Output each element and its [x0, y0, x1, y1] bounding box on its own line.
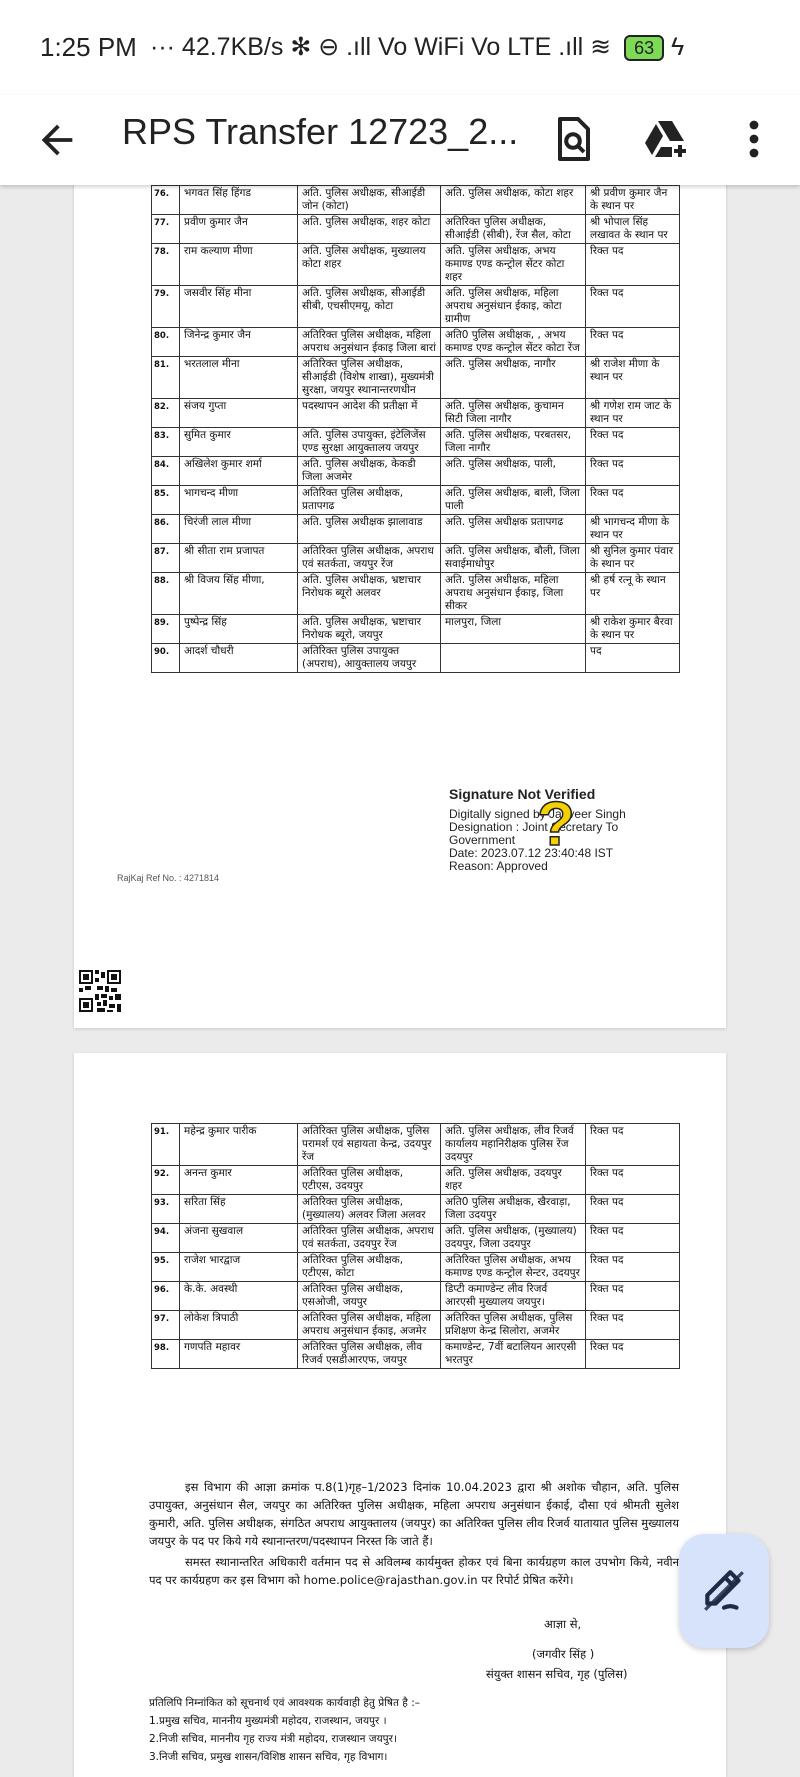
table-row	[152, 486, 680, 515]
cell-to: अति. पुलिस अधीक्षक प्रतापगढ	[441, 515, 586, 544]
copy-item: 3.निजी सचिव, प्रमुख शासन/विशिष्ठ शासन सचिव, गृह विभाग।	[149, 1751, 388, 1763]
cell-name: चिरंजी लाल मीणा	[180, 515, 298, 544]
cell-from: अति. पुलिस अधीक्षक, सीआईडी जोन (कोटा)	[298, 186, 441, 215]
cell-sn: 87.	[152, 544, 180, 573]
cell-sn: 81.	[152, 357, 180, 399]
cell-from: अतिरिक्त पुलिस अधीक्षक, (मुख्यालय) अलवर जिला अलवर	[298, 1195, 441, 1224]
cell-sn: 96.	[152, 1282, 180, 1311]
paragraph-instructions: समस्त स्थानान्तरित अधिकारी वर्तमान पद से अविलम्ब कार्यमुक्त होकर एवं बिना कार्यग्रहण काल उपभोग किये, नवीन पद पर कार्यग्रहण कर इस विभाग को home.police@rajasthan.gov.in पर रिपोर्ट प्रेषित करेंगे।	[149, 1555, 679, 1587]
copy-item: 1.प्रमुख सचिव, माननीय मुख्यमंत्री महोदय, राजस्थान, जयपुर ।	[149, 1715, 387, 1727]
cell-remark: रिक्त पद	[586, 457, 680, 486]
more-vert-icon[interactable]	[730, 115, 778, 163]
cell-remark: रिक्त पद	[586, 286, 680, 328]
cell-name: अंजना सुखवाल	[180, 1224, 298, 1253]
cell-remark: रिक्त पद	[586, 1253, 680, 1282]
paragraph-cancellation: इस विभाग की आज्ञा क्रमांक प.8(1)गृह–1/2023 दिनांक 10.04.2023 द्वारा श्री अशोक चौहान, अति. पुलिस उपायुक्त, अनुसंधान सैल, जयपुर का अतिरिक्त पुलिस अधीक्षक, महिला अपराध अनुसंधान ईकाई, दौसा एवं श्रीमती सुलेश कुमारी, अति. पुलिस अधीक्षक, संगठित अपराध आयुक्तालय (जयपुर) का अतिरिक्त पुलिस लीव रिजर्व यातायात पुलिस मुख्यालय जयपुर के पद पर किये गये स्थानान्तरण/पदस्थापन निरस्त कि जाते हैं।	[149, 1480, 679, 1548]
cell-remark: श्री प्रवीण कुमार जैन के स्थान पर	[586, 186, 680, 215]
cell-from: अतिरिक्त पुलिस अधीक्षक, एटीएस, कोटा	[298, 1253, 441, 1282]
cell-name: लोकेश त्रिपाठी	[180, 1311, 298, 1340]
status-indicators	[150, 32, 684, 62]
cell-sn: 78.	[152, 244, 180, 286]
document-title: RPS Transfer 12723_2...	[122, 111, 519, 152]
cell-sn: 76.	[152, 186, 180, 215]
cell-to: अति. पुलिस अधीक्षक, महिला अपराध अनुसंधान ईकाइ, कोटा ग्रामीण	[441, 286, 586, 328]
cell-from: अति. पुलिस अधीक्षक झालावाड	[298, 515, 441, 544]
cell-from: अति. पुलिस अधीक्षक, केकडी जिला अजमेर	[298, 457, 441, 486]
document-page-1[interactable]	[74, 140, 726, 1028]
cell-sn: 86.	[152, 515, 180, 544]
cell-name: भगवत सिंह हिंगड	[180, 186, 298, 215]
drive-add-icon[interactable]	[642, 115, 690, 163]
cell-remark: रिक्त पद	[586, 428, 680, 457]
app-bar	[0, 95, 800, 185]
cell-from: अतिरिक्त पुलिस अधीक्षक, अपराध एवं सतर्कता, जयपुर रेंज	[298, 544, 441, 573]
copy-heading: प्रतिलिपि निम्नांकित को सूचनार्थ एवं आवश्यक कार्यवाही हेतु प्रेषित है :–	[149, 1697, 421, 1709]
table-row	[152, 1195, 680, 1224]
table-row	[152, 1282, 680, 1311]
transfer-table-page2	[151, 1123, 680, 1369]
cell-remark: श्री सुनिल कुमार पंवार के स्थान पर	[586, 544, 680, 573]
cell-remark: रिक्त पद	[586, 1166, 680, 1195]
cell-remark: पद	[586, 644, 680, 673]
qr-code-icon	[79, 970, 121, 1012]
cell-to: अति. पुलिस अधीक्षक, (मुख्यालय) उदयपुर, जिला उदयपुर	[441, 1224, 586, 1253]
table-row	[152, 1311, 680, 1340]
cell-name: जिनेन्द्र कुमार जैन	[180, 328, 298, 357]
cell-to: अतिरिक्त पुलिस अधीक्षक, पुलिस प्रशिक्षण केन्द्र सिलोरा, अजमेर	[441, 1311, 586, 1340]
ref-number: RajKaj Ref No. : 4271814	[117, 873, 220, 883]
cell-name: श्री विजय सिंह मीणा,	[180, 573, 298, 615]
signature-mark: ?	[537, 790, 575, 859]
cell-sn: 90.	[152, 644, 180, 673]
cell-to	[441, 644, 586, 673]
cell-sn: 85.	[152, 486, 180, 515]
table-row	[152, 573, 680, 615]
cell-to: अति. पुलिस अधीक्षक, लीव रिजर्व कार्यालय महानिरीक्षक पुलिस रेंज उदयपुर	[441, 1124, 586, 1166]
signer-name: (जगवीर सिंह )	[532, 1647, 595, 1661]
cell-to: अति. पुलिस अधीक्षक, बाली, जिला पाली	[441, 486, 586, 515]
cell-from: अति. पुलिस अधीक्षक, सीआईडी सीबी, एचसीएमयू, कोटा	[298, 286, 441, 328]
cell-name: भरतलाल मीना	[180, 357, 298, 399]
cell-from: अतिरिक्त पुलिस अधीक्षक, सीआईडी (विशेष शाखा), मुख्यमंत्री सुरक्षा, जयपुर स्थानान्तरणधीन	[298, 357, 441, 399]
cell-remark: श्री भागचन्द मीणा के स्थान पर	[586, 515, 680, 544]
cell-sn: 89.	[152, 615, 180, 644]
cell-from: अतिरिक्त पुलिस अधीक्षक, पुलिस परामर्श एवं सहायता केन्द्र, उदयपुर रेंज	[298, 1124, 441, 1166]
cell-from: अतिरिक्त पुलिस अधीक्षक, प्रतापगढ	[298, 486, 441, 515]
cell-to: अति. पुलिस अधीक्षक, पाली,	[441, 457, 586, 486]
cell-remark: श्री भोपाल सिंह लखावत के स्थान पर	[586, 215, 680, 244]
cell-sn: 98.	[152, 1340, 180, 1369]
cell-name: के.के. अवस्थी	[180, 1282, 298, 1311]
signature-line: Date: 2023.07.12 23:40:48 IST	[449, 846, 614, 860]
cell-sn: 83.	[152, 428, 180, 457]
cell-remark: श्री हर्ष रत्नू के स्थान पर	[586, 573, 680, 615]
table-row	[152, 399, 680, 428]
cell-to: अति0 पुलिस अधीक्षक, खैरवाड़ा, जिला उदयपुर	[441, 1195, 586, 1224]
cell-sn: 93.	[152, 1195, 180, 1224]
cell-remark: रिक्त पद	[586, 486, 680, 515]
cell-sn: 77.	[152, 215, 180, 244]
cell-from: अति. पुलिस अधीक्षक, भ्रष्टाचार निरोधक ब्यूरो, जयपुर	[298, 615, 441, 644]
cell-remark: रिक्त पद	[586, 1340, 680, 1369]
table-row	[152, 428, 680, 457]
cell-sn: 92.	[152, 1166, 180, 1195]
order-by: आज्ञा से,	[544, 1617, 582, 1631]
cell-remark: श्री गणेश राम जाट के स्थान पर	[586, 399, 680, 428]
table-row	[152, 457, 680, 486]
cell-sn: 94.	[152, 1224, 180, 1253]
table-row	[152, 357, 680, 399]
cell-name: राम कल्याण मीणा	[180, 244, 298, 286]
table-row	[152, 186, 680, 215]
cell-name: सरिता सिंह	[180, 1195, 298, 1224]
cell-sn: 91.	[152, 1124, 180, 1166]
table-row	[152, 1253, 680, 1282]
status-indicator-text: ··· 42.7KB/s ✻ ⊖ .ıll Vo WiFi Vo LTE .ıll ≋	[150, 33, 612, 61]
signature-heading: Signature Not Verified	[449, 786, 596, 802]
cell-to: अति. पुलिस अधीक्षक, नागौर	[441, 357, 586, 399]
table-row	[152, 286, 680, 328]
cell-remark: रिक्त पद	[586, 244, 680, 286]
table-row	[152, 1224, 680, 1253]
cell-name: श्री सीता राम प्रजापत	[180, 544, 298, 573]
table-row	[152, 515, 680, 544]
table-row	[152, 615, 680, 644]
cell-from: अति. पुलिस अधीक्षक, मुख्यालय कोटा शहर	[298, 244, 441, 286]
table-row	[152, 644, 680, 673]
cell-to: अति. पुलिस अधीक्षक, महिला अपराध अनुसंधान ईकाइ, जिला सीकर	[441, 573, 586, 615]
cell-sn: 88.	[152, 573, 180, 615]
transfer-table-page1	[151, 185, 680, 673]
cell-from: अतिरिक्त पुलिस अधीक्षक, महिला अपराध अनुसंधान ईकाइ जिला बारां	[298, 328, 441, 357]
cell-name: अनन्त कुमार	[180, 1166, 298, 1195]
cell-to: अति0 पुलिस अधीक्षक, , अभय कमाण्ड एण्ड कन्ट्रोल सेंटर कोटा रेंज	[441, 328, 586, 357]
signature-line: Digitally signed by Jagveer Singh	[449, 807, 626, 821]
signature-line: Reason: Approved	[449, 859, 548, 873]
arrow-left-icon[interactable]	[34, 117, 80, 163]
cell-to: अति. पुलिस अधीक्षक, अभय कमाण्ड एण्ड कन्ट्रोल सेंटर कोटा शहर	[441, 244, 586, 286]
cell-remark: श्री राकेश कुमार बैरवा के स्थान पर	[586, 615, 680, 644]
table-row	[152, 244, 680, 286]
cell-from: अतिरिक्त पुलिस अधीक्षक, एटीएस, उदयपुर	[298, 1166, 441, 1195]
cell-remark: श्री राजेश मीणा के स्थान पर	[586, 357, 680, 399]
cell-to: अति. पुलिस अधीक्षक, परबतसर, जिला नागौर	[441, 428, 586, 457]
table-row	[152, 544, 680, 573]
cell-from: पदस्थापन आदेश की प्रतीक्षा में	[298, 399, 441, 428]
cell-remark: रिक्त पद	[586, 1224, 680, 1253]
cell-to: कमाण्डेन्ट, 7वीं बटालियन आरएसी भरतपुर	[441, 1340, 586, 1369]
cell-from: अतिरिक्त पुलिस अधीक्षक, लीव रिजर्व एसडीआरएफ, जयपुर	[298, 1340, 441, 1369]
cell-name: सुमित कुमार	[180, 428, 298, 457]
cell-sn: 84.	[152, 457, 180, 486]
cell-from: अतिरिक्त पुलिस अधीक्षक, अपराध एवं सतर्कता, उदयपुर रेंज	[298, 1224, 441, 1253]
cell-to: अति. पुलिस अधीक्षक, कोटा शहर	[441, 186, 586, 215]
edit-pen-icon	[697, 1566, 751, 1616]
battery-icon: 63	[624, 35, 664, 61]
cell-to: डिप्टी कमाण्डेन्ट लीव रिजर्व आरएसी मुख्यालय जयपुर।	[441, 1282, 586, 1311]
signature-line: Designation : Joint Secretary To Government	[449, 820, 619, 847]
cell-name: संजय गुप्ता	[180, 399, 298, 428]
copy-item: 2.निजी सचिव, माननीय गृह राज्य मंत्री महोदय, राजस्थान जयपुर।	[149, 1733, 397, 1745]
signer-designation: संयुक्त शासन सचिव, गृह (पुलिस)	[486, 1667, 628, 1681]
cell-to: अतिरिक्त पुलिस अधीक्षक, सीआईडी (सीबी), रेंज सैल, कोटा	[441, 215, 586, 244]
cell-name: महेन्द्र कुमार पारीक	[180, 1124, 298, 1166]
cell-sn: 97.	[152, 1311, 180, 1340]
table-row	[152, 328, 680, 357]
digital-signature	[449, 788, 669, 873]
cell-from: अति. पुलिस अधीक्षक, भ्रष्टाचार निरोधक ब्यूरो अलवर	[298, 573, 441, 615]
table-row	[152, 1166, 680, 1195]
table-row	[152, 1340, 680, 1369]
cell-remark: रिक्त पद	[586, 1311, 680, 1340]
cell-from: अतिरिक्त पुलिस अधीक्षक, महिला अपराध अनुसंधान ईकाइ, अजमेर	[298, 1311, 441, 1340]
cell-name: भागचन्द मीणा	[180, 486, 298, 515]
cell-from: अतिरिक्त पुलिस उपायुक्त (अपराध), आयुक्तालय जयपुर	[298, 644, 441, 673]
cell-name: प्रवीण कुमार जैन	[180, 215, 298, 244]
table-row	[152, 215, 680, 244]
cell-sn: 82.	[152, 399, 180, 428]
charging-icon: ϟ	[671, 33, 685, 61]
cell-to: अतिरिक्त पुलिस अधीक्षक, अभय कमाण्ड एण्ड कन्ट्रोल सेन्टर, उदयपुर	[441, 1253, 586, 1282]
cell-from: अतिरिक्त पुलिस अधीक्षक, एसओजी, जयपुर	[298, 1282, 441, 1311]
cell-to: अति. पुलिस अधीक्षक, उदयपुर शहर	[441, 1166, 586, 1195]
search-document-icon[interactable]	[548, 115, 596, 163]
cell-sn: 80.	[152, 328, 180, 357]
cell-name: गणपति महावर	[180, 1340, 298, 1369]
cell-to: मालपुरा, जिला	[441, 615, 586, 644]
status-time: 1:25 PM	[40, 32, 137, 62]
document-page-2[interactable]	[74, 1053, 726, 1777]
cell-name: राजेश भारद्वाज	[180, 1253, 298, 1282]
edit-fab-button[interactable]	[679, 1534, 769, 1648]
table-row	[152, 1124, 680, 1166]
cell-sn: 79.	[152, 286, 180, 328]
cell-remark: रिक्त पद	[586, 1195, 680, 1224]
cell-to: अति. पुलिस अधीक्षक, कुचामन सिटी जिला नागौर	[441, 399, 586, 428]
cell-name: जसवीर सिंह मीना	[180, 286, 298, 328]
status-bar	[0, 0, 800, 95]
cell-name: पुष्पेन्द्र सिंह	[180, 615, 298, 644]
cell-name: आदर्श चौधरी	[180, 644, 298, 673]
cell-name: अखिलेश कुमार शर्मा	[180, 457, 298, 486]
cell-sn: 95.	[152, 1253, 180, 1282]
cell-remark: रिक्त पद	[586, 1124, 680, 1166]
cell-from: अति. पुलिस उपायुक्त, इंटेलिजेंस एण्ड सुरक्षा आयुक्तालय जयपुर	[298, 428, 441, 457]
cell-to: अति. पुलिस अधीक्षक, बौली, जिला सवाईमाधोपुर	[441, 544, 586, 573]
cell-remark: रिक्त पद	[586, 1282, 680, 1311]
cell-remark: रिक्त पद	[586, 328, 680, 357]
cell-from: अति. पुलिस अधीक्षक, शहर कोटा	[298, 215, 441, 244]
